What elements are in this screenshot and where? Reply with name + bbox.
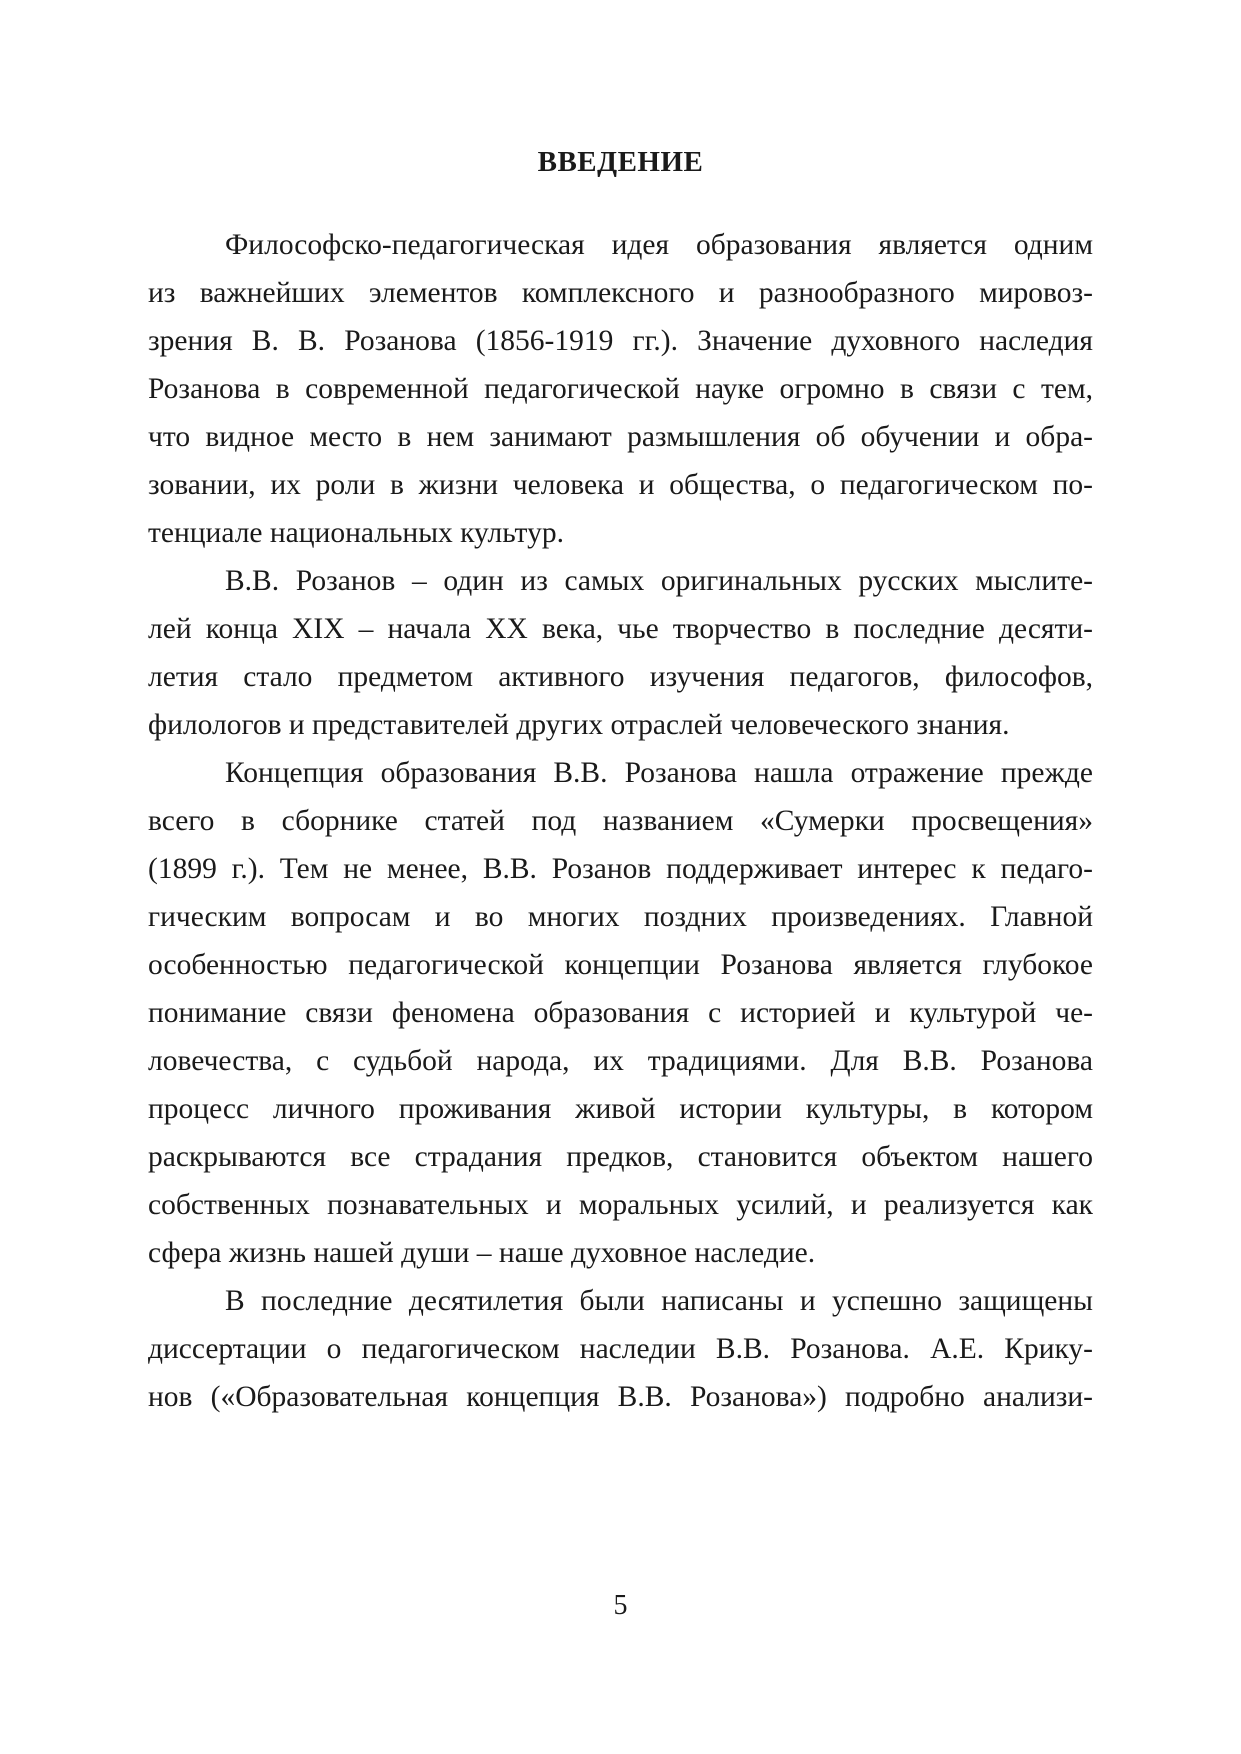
paragraph-3-line-2: всего в сборнике статей под названием «Сумерки просвещения» [148, 805, 1093, 837]
paragraph-3-line-11: сфера жизнь нашей души – наше духовное наследие. [148, 1237, 816, 1269]
paragraph-3-line-5: особенностью педагогической концепции Розанова является глубокое [148, 949, 1093, 981]
paragraph-1-line-5: что видное место в нем занимают размышления об обучении и обра- [148, 421, 1093, 453]
paragraph-3-line-6: понимание связи феномена образования с историей и культурой че- [148, 997, 1093, 1029]
paragraph-3-line-4: гическим вопросам и во многих поздних произведениях. Главной [148, 901, 1093, 933]
paragraph-3-line-10: собственных познавательных и моральных усилий, и реализуется как [148, 1189, 1093, 1221]
paragraph-4-line-2: диссертации о педагогическом наследии В.В. Розанова. А.Е. Крику- [148, 1333, 1093, 1365]
paragraph-3-line-1: Концепция образования В.В. Розанова нашла отражение прежде [225, 757, 1093, 789]
paragraph-1-line-3: зрения В. В. Розанова (1856-1919 гг.). Значение духовного наследия [148, 325, 1093, 357]
paragraph-1-line-7: тенциале национальных культур. [148, 517, 564, 549]
paragraph-2-line-3: летия стало предметом активного изучения педагогов, философов, [148, 661, 1093, 693]
paragraph-1-line-4: Розанова в современной педагогической науке огромно в связи с тем, [148, 373, 1093, 405]
paragraph-1-line-2: из важнейших элементов комплексного и разнообразного мировоз- [148, 277, 1093, 309]
paragraph-4-line-1: В последние десятилетия были написаны и успешно защищены [225, 1285, 1093, 1317]
paragraph-3-line-9: раскрываются все страдания предков, становится объектом нашего [148, 1141, 1093, 1173]
paragraph-3-line-8: процесс личного проживания живой истории культуры, в котором [148, 1093, 1093, 1125]
page-heading: ВВЕДЕНИЕ [537, 146, 704, 178]
paragraph-4-line-3: нов («Образовательная концепция В.В. Розанова») подробно анализи- [148, 1381, 1093, 1413]
paragraph-1-line-6: зовании, их роли в жизни человека и общества, о педагогическом по- [148, 469, 1093, 501]
paragraph-3-line-3: (1899 г.). Тем не менее, В.В. Розанов поддерживает интерес к педаго- [148, 853, 1093, 885]
page-number: 5 [613, 1590, 628, 1621]
paragraph-1-line-1: Философско-педагогическая идея образования является одним [225, 229, 1093, 261]
paragraph-2-line-2: лей конца XIX – начала XX века, чье творчество в последние десяти- [148, 613, 1093, 645]
paragraph-3-line-7: ловечества, с судьбой народа, их традициями. Для В.В. Розанова [148, 1045, 1093, 1077]
paragraph-2-line-1: В.В. Розанов – один из самых оригинальных русских мыслите- [225, 565, 1093, 597]
paragraph-2-line-4: филологов и представителей других отраслей человеческого знания. [148, 709, 1010, 741]
